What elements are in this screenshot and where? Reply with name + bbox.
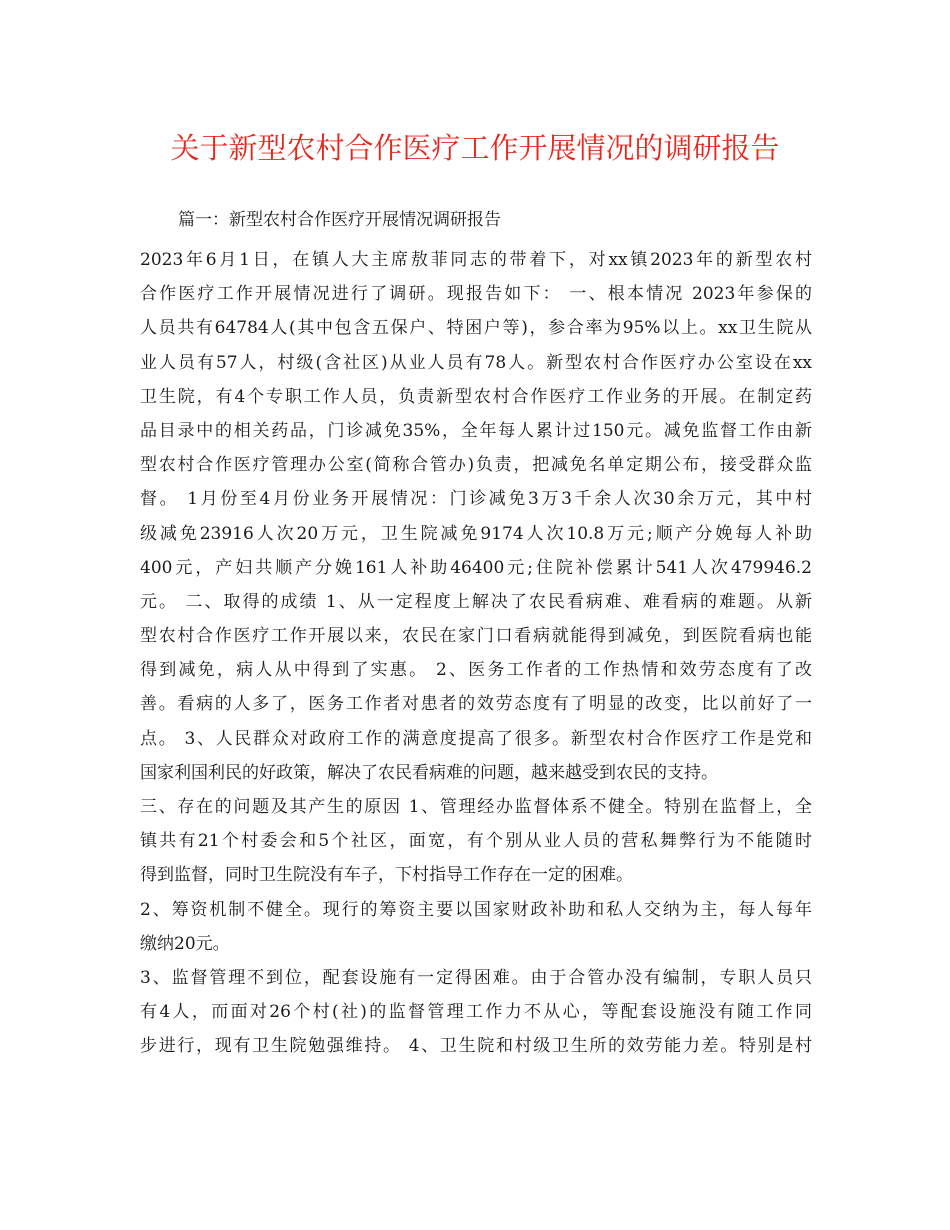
paragraph-line: 级减免23916人次20万元，卫生院减免9174人次10.8万元;顺产分娩每人补助 [140, 523, 812, 544]
paragraph-line: 业人员有57人，村级(含社区)从业人员有78人。新型农村合作医疗办公室设在xx [140, 352, 812, 373]
paragraph-line: 合作医疗工作开展情况进行了调研。现报告如下： 一、根本情况 2023年参保的 [140, 284, 812, 305]
paragraph-line: 型农村合作医疗工作开展以来，农民在家门口看病就能得到减免，到医院看病也能 [140, 626, 812, 647]
paragraph-line: 人员共有64784人(其中包含五保户、特困户等)，参合率为95%以上。xx卫生院从 [140, 318, 812, 339]
paragraph-line: 缴纳20元。 [140, 933, 230, 954]
paragraph-line: 点。 3、人民群众对政府工作的满意度提高了很多。新型农村合作医疗工作是党和 [140, 728, 812, 749]
paragraph-line: 有4人，而面对26个村(社)的监督管理工作力不从心，等配套设施没有随工作同 [140, 1002, 812, 1023]
document-title: 关于新型农村合作医疗工作开展情况的调研报告 [170, 131, 780, 165]
paragraph-line: 得到监督，同时卫生院没有车子，下村指导工作存在一定的困难。 [140, 865, 633, 886]
paragraph-line: 善。看病的人多了，医务工作者对患者的效劳态度有了明显的改变，比以前好了一 [140, 694, 812, 715]
paragraph-line: 督。 1月份至4月份业务开展情况：门诊减免3万3千余人次30余万元，其中村 [140, 489, 812, 510]
paragraph-line: 型农村合作医疗管理办公室(简称合管办)负责，把减免名单定期公布，接受群众监 [140, 455, 812, 476]
paragraph-line: 元。 二、取得的成绩 1、从一定程度上解决了农民看病难、难看病的难题。从新 [140, 591, 812, 612]
document-body [140, 243, 812, 1064]
section-subtitle: 篇一：新型农村合作医疗开展情况调研报告 [178, 210, 501, 230]
paragraph-line: 品目录中的相关药品，门诊减免35%，全年每人累计过150元。减免监督工作由新 [140, 420, 812, 441]
paragraph-line: 步进行，现有卫生院勉强维持。 4、卫生院和村级卫生所的效劳能力差。特别是村 [140, 1036, 812, 1057]
paragraph-line: 国家利国利民的好政策，解决了农民看病难的问题，越来越受到农民的支持。 [140, 762, 718, 783]
paragraph-line: 3、监督管理不到位，配套设施有一定得困难。由于合管办没有编制，专职人员只 [140, 967, 812, 988]
paragraph-line: 400元，产妇共顺产分娩161人补助46400元;住院补偿累计541人次479946.2 [140, 557, 812, 578]
paragraph-line: 镇共有21个村委会和5个社区，面宽，有个别从业人员的营私舞弊行为不能随时 [140, 831, 812, 852]
paragraph-line: 2023年6月1日，在镇人大主席敖菲同志的带着下，对xx镇2023年的新型农村 [140, 250, 812, 270]
paragraph-line: 卫生院，有4个专职工作人员，负责新型农村合作医疗工作业务的开展。在制定药 [140, 386, 812, 407]
paragraph-line: 得到减免，病人从中得到了实惠。 2、医务工作者的工作热情和效劳态度有了改 [140, 660, 812, 681]
paragraph-line: 三、存在的问题及其产生的原因 1、管理经办监督体系不健全。特别在监督上，全 [140, 797, 812, 817]
paragraph-line: 2、筹资机制不健全。现行的筹资主要以国家财政补助和私人交纳为主，每人每年 [140, 899, 812, 920]
